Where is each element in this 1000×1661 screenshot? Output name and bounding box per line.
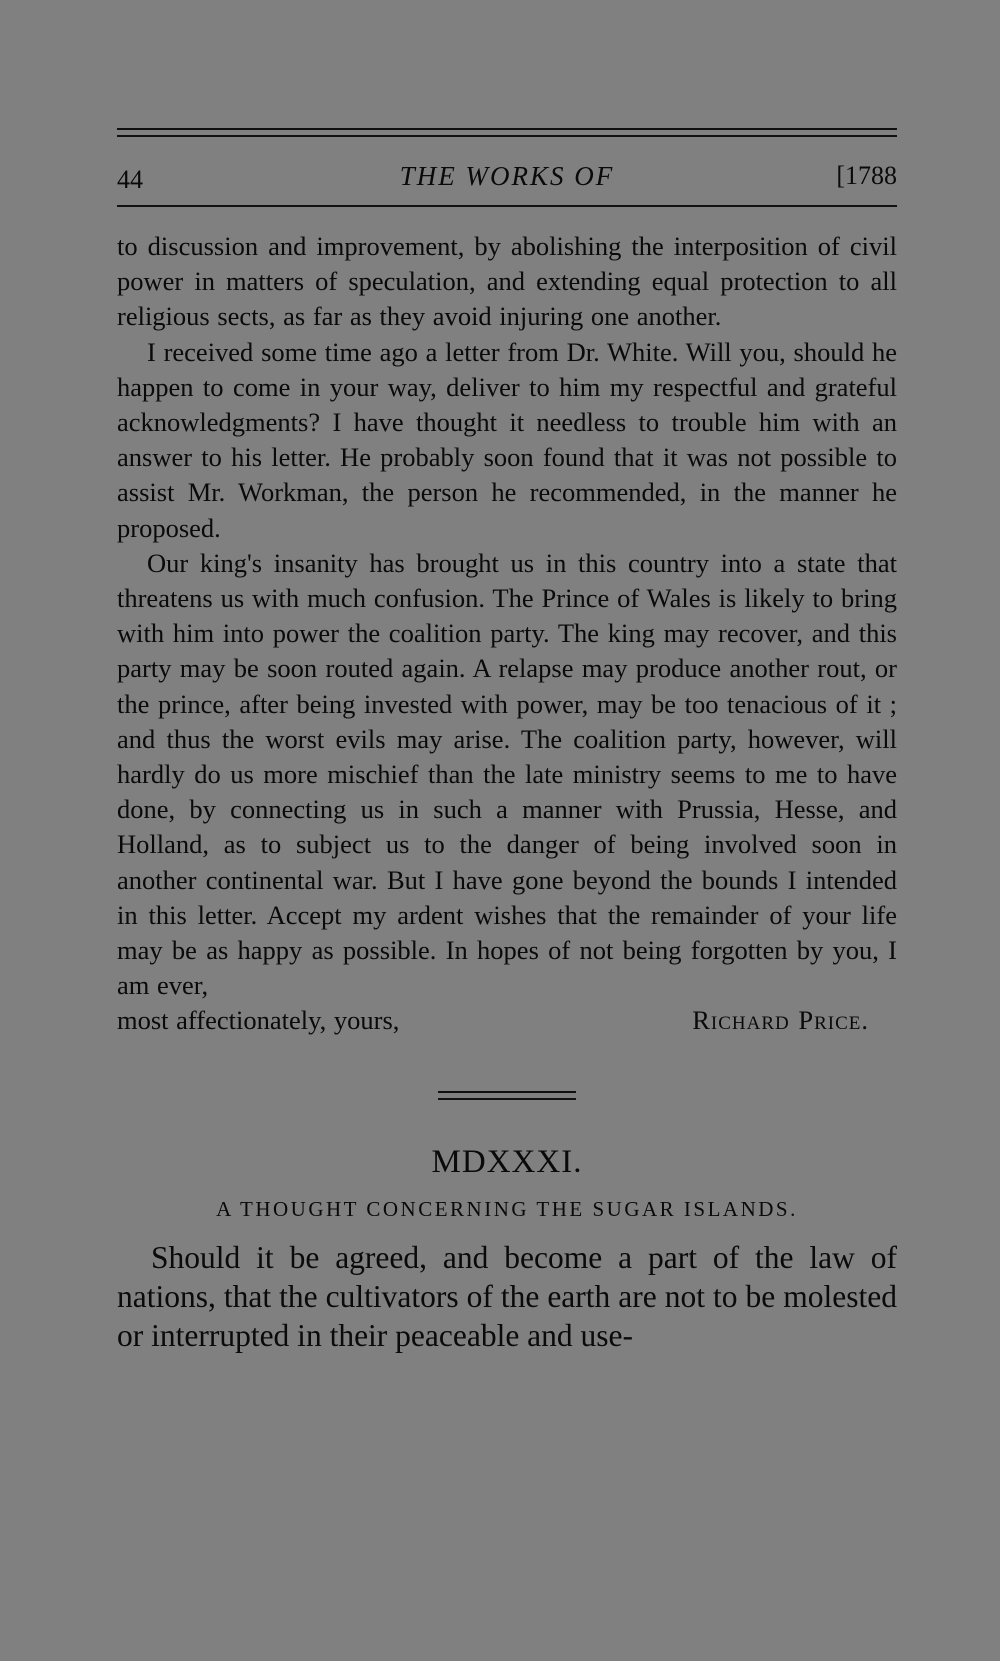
signature: Richard Price.: [692, 1005, 869, 1036]
running-header: [117, 157, 897, 203]
section-separator: [438, 1091, 576, 1100]
signature-line: [117, 1003, 897, 1038]
section-number: MDXXXI.: [431, 1143, 583, 1180]
letter-paragraph-2: I received some time ago a letter from Dr. White. Will you, should he happen to come in your way, deliver to him my respectful and grateful acknowledgments? I have thought it needless to trouble him with an answer to his letter. He probably soon found that it was not possible to assist Mr. Workman, the person he recommended, in the manner he proposed.: [117, 336, 897, 543]
letter-paragraph-3: Our king's insanity has brought us in this country into a state that threatens us with much confusion. The Prince of Wales is likely to bring with him into power the coalition party. The king may recover, and this party may be soon routed again. A relapse may produce another rout, or the prince, after being invested with power, may be too tenacious of it ; and thus the worst evils may arise. The coalition party, however, will hardly do us more mischief than the late ministry seems to me to have done, by connecting us in such a manner with Prussia, Hesse, and Holland, as to subject us to the danger of being involved soon in another continental war. But I have gone beyond the bounds I intended in this letter. Accept my ardent wishes that the remainder of your life may be as happy as possible. In hopes of not being forgotten by you, I am ever,: [117, 547, 897, 1001]
closing-text: most affectionately, yours,: [117, 1005, 400, 1036]
section-body: [117, 1238, 897, 1355]
page-number: 44: [117, 165, 143, 194]
section-opening-paragraph: Should it be agreed, and become a part of the law of nations, that the cultivators of the earth are not to be molested or interrupted in their peaceable and use-: [117, 1239, 897, 1353]
running-title: THE WORKS OF: [399, 161, 615, 191]
letter-paragraph-1: to discussion and improvement, by abolishing the interposition of civil power in matters of speculation, and extending equal protection to all religious sects, as far as they avoid injuring one another.: [117, 231, 897, 332]
book-page: [117, 128, 897, 1355]
section-title: A THOUGHT CONCERNING THE SUGAR ISLANDS.: [216, 1196, 798, 1221]
top-double-rule: [117, 128, 897, 137]
year-marker: [1788: [836, 161, 897, 190]
letter-body: [117, 229, 897, 1039]
header-rule: [117, 205, 897, 207]
